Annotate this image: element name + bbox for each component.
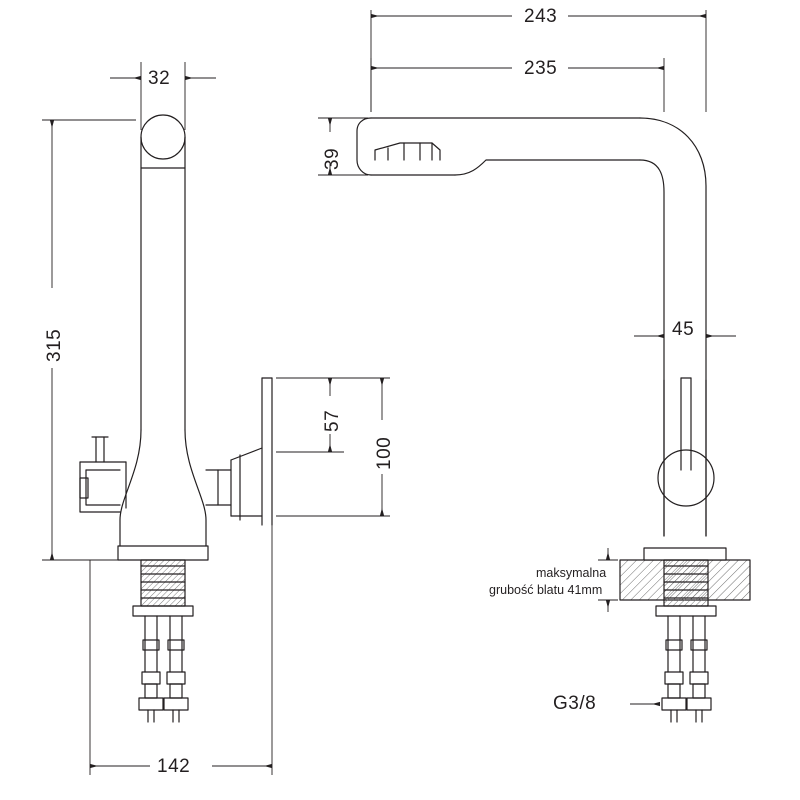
countertop-thickness-note-line2: grubość blatu 41mm	[489, 583, 603, 597]
dimension-label-243: 243	[524, 6, 558, 27]
dimension-label-142: 142	[157, 756, 191, 777]
dimension-label-57: 57	[322, 409, 343, 432]
dimension-label-45: 45	[672, 319, 695, 340]
dimension-label-100: 100	[374, 436, 395, 470]
dimension-label-39: 39	[322, 147, 343, 170]
dimension-label-315: 315	[44, 328, 65, 362]
dimension-label-235: 235	[524, 58, 558, 79]
thread-size-label: G3/8	[553, 693, 597, 714]
countertop-thickness-note-line1: maksymalna	[536, 566, 607, 580]
dimension-label-32: 32	[148, 68, 171, 89]
